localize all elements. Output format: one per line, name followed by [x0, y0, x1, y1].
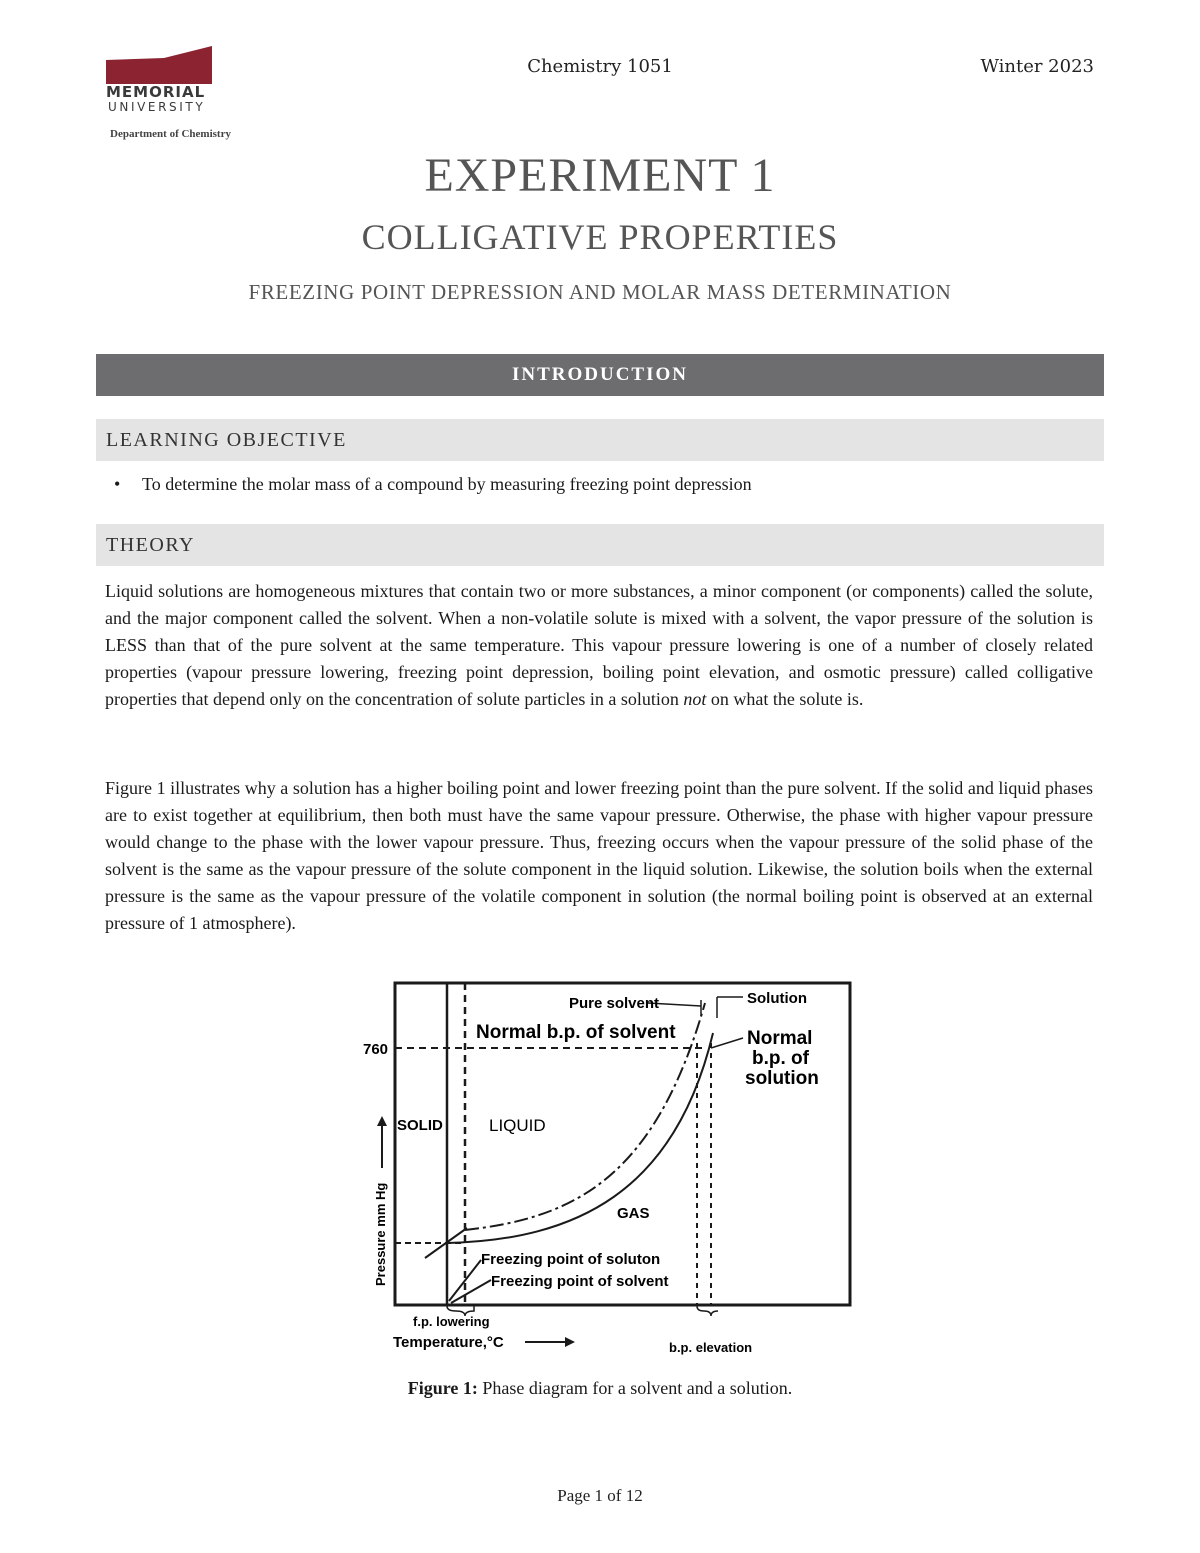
objective-bullet: •: [114, 474, 121, 494]
theory-p1-end: on what the solute is.: [706, 689, 864, 709]
label-fp-solution: Freezing point of soluton: [481, 1251, 661, 1268]
label-pure-solvent: Pure solvent: [569, 995, 660, 1012]
theory-paragraph-1: [105, 578, 1093, 713]
label-x-axis: Temperature,°C: [393, 1334, 504, 1351]
logo-name: MEMORIAL: [106, 83, 206, 101]
header-term: Winter 2023: [980, 56, 1094, 77]
page-subtitle: COLLIGATIVE PROPERTIES: [361, 217, 839, 257]
label-bp-elevation: b.p. elevation: [669, 1340, 753, 1355]
theory-paragraph-2: Figure 1 illustrates why a solution has a higher boiling point and lower freezing point than the pure solvent. If the solid and liquid phases are to exist together at equilibrium, then both must have the same vapour pressure. Otherwise, the phase with higher vapour pressure would change to the phase with the lower vapour pressure. Thus, freezing occurs when the vapour pressure of the solid phase of the solvent is the same as the vapour pressure of the solute component in the liquid solution. Likewise, the solution boils when the external pressure is the same as the vapour pressure of the volatile component in solution (the normal boiling point is observed at an external pressure of 1 atmosphere).: [105, 778, 1093, 933]
label-gas: GAS: [617, 1205, 650, 1222]
page-tagline: FREEZING POINT DEPRESSION AND MOLAR MASS DETERMINATION: [248, 280, 952, 304]
label-fp-lowering: f.p. lowering: [413, 1314, 490, 1329]
phase-diagram-figure: [355, 978, 865, 1358]
theory-p1-text: Liquid solutions are homogeneous mixtures that contain two or more substances, a minor component (or components) called the solute, and the major component called the solvent. When a non-volatile solute is mixed with a solvent, the vapor pressure of the solution is LESS than that of the pure solvent at the same temperature. This vapour pressure lowering is one of a number of closely related properties (vapour pressure lowering, freezing point depression, boiling point elevation, and osmotic pressure) called colligative properties that depend only on the concentration of solute particles in a solution: [105, 581, 1093, 709]
page-number: Page 1 of 12: [557, 1486, 643, 1505]
solution-curve: [447, 1033, 713, 1243]
label-solution: Solution: [747, 990, 807, 1007]
label-normal-bp-solution-2: b.p. of: [752, 1048, 809, 1069]
phase-diagram: [355, 978, 865, 1358]
label-normal-bp-solution-1: Normal: [747, 1028, 813, 1049]
label-liquid: LIQUID: [489, 1116, 546, 1135]
section-introduction: INTRODUCTION: [96, 354, 1104, 396]
label-y-axis: Pressure mm Hg: [373, 1182, 388, 1286]
section-learning-objective: LEARNING OBJECTIVE: [96, 419, 1104, 461]
objective-text: To determine the molar mass of a compound by measuring freezing point depression: [142, 474, 752, 494]
caption-label: Figure 1:: [407, 1378, 478, 1398]
theory-p1-emphasis: not: [683, 689, 707, 709]
header-course: Chemistry 1051: [527, 56, 673, 77]
y-tick-760: 760: [363, 1041, 389, 1058]
label-solid: SOLID: [397, 1117, 443, 1134]
label-normal-bp-solution-3: solution: [745, 1068, 819, 1089]
label-fp-solvent: Freezing point of solvent: [491, 1273, 669, 1290]
bp-elevation-brace: [697, 1306, 718, 1316]
logo-department: Department of Chemistry: [110, 128, 231, 140]
section-theory: THEORY: [96, 524, 1104, 566]
logo-university: UNIVERSITY: [108, 100, 206, 114]
caption-text: Phase diagram for a solvent and a solution.: [477, 1378, 793, 1398]
figure-caption: [0, 1378, 1200, 1399]
bp-solution-pointer: [711, 1038, 743, 1048]
page-title: EXPERIMENT 1: [424, 149, 776, 202]
label-normal-bp-solvent: Normal b.p. of solvent: [476, 1022, 676, 1043]
